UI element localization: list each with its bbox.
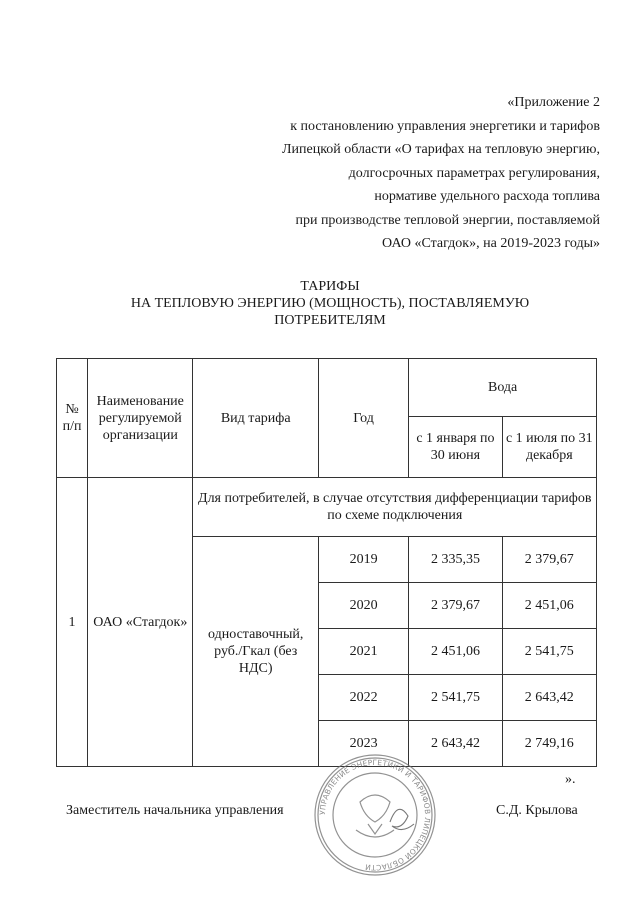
table-header-row	[57, 359, 597, 417]
year-cell: 2022	[318, 675, 408, 721]
signatory-position: Заместитель начальника управления	[66, 803, 284, 818]
value-cell-period-2: 2 643,42	[502, 675, 596, 721]
header-org: Наименование регулируемой организации	[88, 359, 193, 478]
year-cell: 2019	[318, 537, 408, 583]
header-year: Год	[318, 359, 408, 478]
value-cell-period-1: 2 643,42	[409, 721, 502, 767]
appendix-line: «Приложение 2	[507, 95, 600, 110]
header-period-1: с 1 января по 30 июня	[409, 417, 502, 478]
document-title	[60, 278, 600, 329]
appendix-header	[282, 91, 600, 256]
appendix-line: долгосрочных параметрах регулирования,	[348, 165, 600, 181]
value-cell-period-1: 2 451,06	[409, 629, 502, 675]
appendix-line: ОАО «Стагдок», на 2019-2023 годы»	[382, 236, 600, 251]
header-num: № п/п	[57, 359, 88, 478]
org-name: ОАО «Стагдок»	[88, 478, 193, 767]
year-cell: 2020	[318, 583, 408, 629]
value-cell-period-2: 2 541,75	[502, 629, 596, 675]
title-line: НА ТЕПЛОВУЮ ЭНЕРГИЮ (МОЩНОСТЬ), ПОСТАВЛЯЕМУЮ	[130, 296, 530, 311]
value-cell-period-1: 2 541,75	[409, 675, 502, 721]
year-cell: 2023	[318, 721, 408, 767]
tariff-kind: одноставочный, руб./Гкал (без НДС)	[193, 537, 318, 767]
closing-quote: ».	[565, 772, 576, 787]
value-cell-period-2: 2 379,67	[502, 537, 596, 583]
value-cell-period-1: 2 379,67	[409, 583, 502, 629]
appendix-line: при производстве тепловой энергии, поставляемой	[295, 212, 600, 228]
title-line: ТАРИФЫ	[300, 279, 360, 294]
year-cell: 2021	[318, 629, 408, 675]
header-period-2: с 1 июля по 31 декабря	[502, 417, 596, 478]
section-note: Для потребителей, в случае отсутствия дифференциации тарифов по схеме подключения	[193, 478, 597, 537]
value-cell-period-2: 2 749,16	[502, 721, 596, 767]
row-number: 1	[57, 478, 88, 767]
value-cell-period-1: 2 335,35	[409, 537, 502, 583]
appendix-line: Липецкой области «О тарифах на тепловую энергию,	[282, 142, 600, 157]
title-line: ПОТРЕБИТЕЛЯМ	[274, 313, 386, 328]
appendix-line: к постановлению управления энергетики и тарифов	[290, 118, 600, 134]
seal-text: УПРАВЛЕНИЕ ЭНЕРГЕТИКИ И ТАРИФОВ ЛИПЕЦКОЙ ОБЛАСТИ	[317, 757, 433, 873]
signatory-name: С.Д. Крылова	[496, 803, 578, 818]
tariff-table	[56, 358, 597, 767]
table-section-row	[57, 478, 597, 537]
handwritten-signature	[390, 809, 414, 829]
appendix-line: нормативе удельного расхода топлива	[374, 189, 600, 204]
header-kind: Вид тарифа	[193, 359, 318, 478]
value-cell-period-2: 2 451,06	[502, 583, 596, 629]
header-water: Вода	[409, 359, 597, 417]
official-seal	[308, 752, 442, 878]
